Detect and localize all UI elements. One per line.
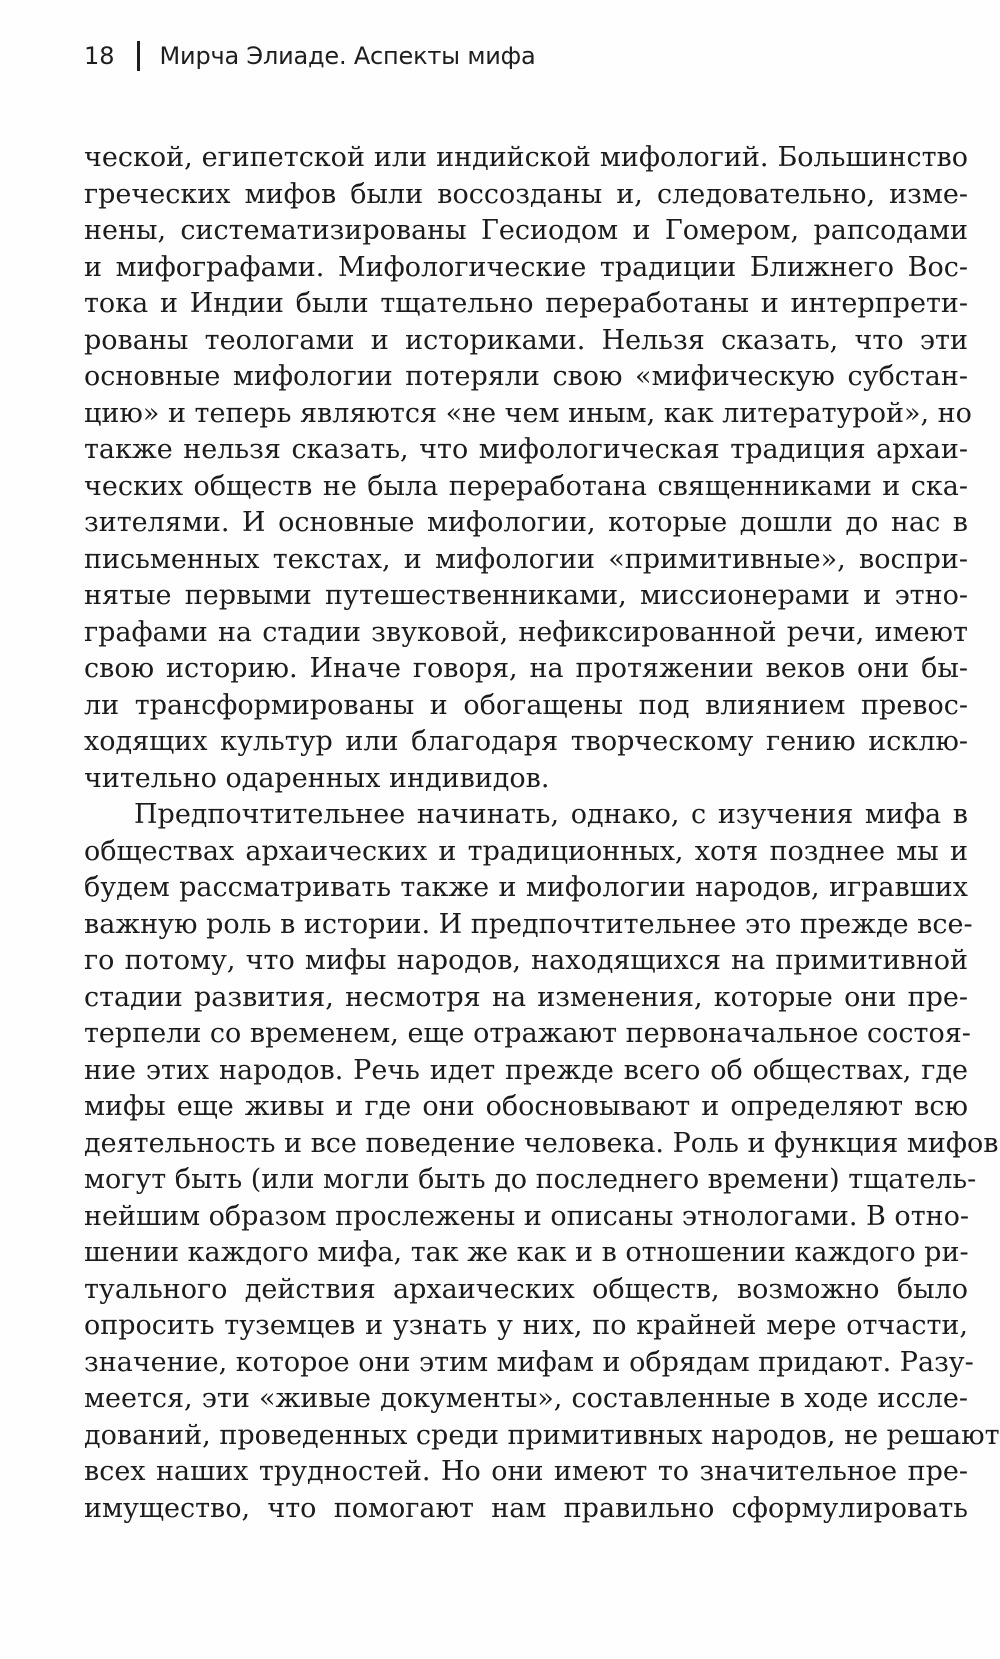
- paragraph-2: [84, 797, 1000, 1527]
- text-line: меется, эти «живые документы», составленные в ходе иссле-: [84, 1383, 968, 1414]
- text-line: ходящих культур или благодаря творческому гению исклю-: [84, 726, 968, 757]
- body-text: [84, 140, 1000, 1527]
- text-line: имущество, что помогают нам правильно сформулировать: [84, 1492, 968, 1524]
- text-line: деятельность и все поведение человека. Роль и функция мифов: [84, 1127, 999, 1159]
- text-line: терпели со временем, еще отражают первоначальное состоя-: [84, 1018, 971, 1049]
- text-line: всех наших трудностей. Но они имеют то значительное пре-: [84, 1456, 968, 1487]
- text-line: шении каждого мифа, так же как и в отношении каждого ри-: [84, 1237, 969, 1268]
- text-line: нены, систематизированы Гесиодом и Гомером, рапсодами: [84, 215, 968, 246]
- text-line: ческих обществ не была переработана священниками и ска-: [84, 470, 968, 502]
- text-line: важную роль в истории. И предпочтительнее это прежде все-: [84, 908, 973, 940]
- text-line: Предпочтительнее начинать, однако, с изучения мифа в: [134, 799, 968, 830]
- text-line: стадии развития, несмотря на изменения, которые они пре-: [84, 981, 968, 1013]
- text-line: туального действия архаических обществ, возможно было: [84, 1273, 968, 1305]
- text-line: цию» и теперь являются «не чем иным, как литературой», но: [84, 397, 972, 429]
- text-line: будем рассматривать также и мифологии народов, игравших: [84, 872, 968, 903]
- text-line: графами на стадии звуковой, нефиксированной речи, имеют: [84, 616, 968, 648]
- text-line: го потому, что мифы народов, находящихся на примитивной: [84, 945, 968, 976]
- text-line: зителями. И основные мифологии, которые дошли до нас в: [84, 507, 968, 538]
- text-line: чительно одаренных индивидов.: [84, 762, 550, 794]
- text-line: и мифографами. Мифологические традиции Ближнего Вос-: [84, 251, 968, 283]
- text-line: нейшим образом прослежены и описаны этнологами. В отно-: [84, 1200, 970, 1232]
- paragraph-1: [84, 140, 972, 797]
- text-line: могут быть (или могли быть до последнего времени) тщатель-: [84, 1164, 977, 1195]
- text-line: рованы теологами и историками. Нельзя сказать, что эти: [84, 324, 968, 356]
- header-divider: [137, 41, 140, 71]
- text-line: обществах архаических и традиционных, хотя позднее мы и: [84, 835, 968, 867]
- text-line: ческой, египетской или индийской мифологий. Большинство: [84, 142, 968, 173]
- text-line: значение, которое они этим мифам и обрядам придают. Разу-: [84, 1346, 974, 1378]
- running-title: Мирча Элиаде. Аспекты мифа: [159, 42, 536, 70]
- text-line: греческих мифов были воссозданы и, следовательно, изме-: [84, 178, 968, 210]
- text-line: свою историю. Иначе говоря, на протяжении веков они бы-: [84, 653, 968, 684]
- text-line: мифы еще живы и где они обосновывают и определяют всю: [84, 1091, 968, 1122]
- text-line: нятые первыми путешественниками, миссионерами и этно-: [84, 580, 968, 611]
- text-line: также нельзя сказать, что мифологическая традиция архаи-: [84, 434, 968, 465]
- text-line: опросить туземцев и узнать у них, по крайней мере отчасти,: [84, 1310, 968, 1341]
- running-head: [84, 36, 535, 76]
- text-line: ние этих народов. Речь идет прежде всего об обществах, где: [84, 1054, 968, 1086]
- page-number: 18: [84, 42, 115, 70]
- text-line: тока и Индии были тщательно переработаны и интерпрети-: [84, 288, 968, 319]
- text-line: ли трансформированы и обогащены под влиянием превос-: [84, 689, 968, 721]
- text-line: основные мифологии потеряли свою «мифическую субстан-: [84, 361, 968, 392]
- text-line: дований, проведенных среди примитивных народов, не решают: [84, 1419, 1000, 1451]
- text-line: письменных текстах, и мифологии «примитивные», воспри-: [84, 543, 968, 575]
